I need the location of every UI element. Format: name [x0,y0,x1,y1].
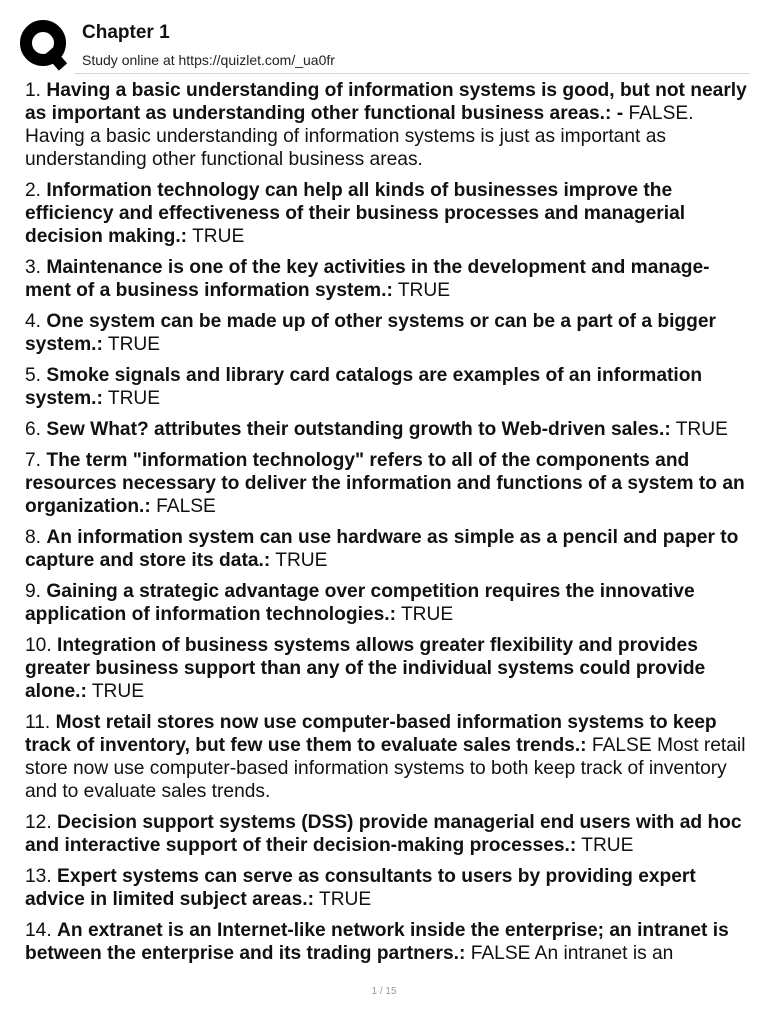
page-number: 1 / 15 [371,986,397,997]
item-number: 5. [25,365,42,386]
qa-item [25,310,747,356]
answer-text: TRUE [107,388,161,409]
question-text: Information technology can help all kinds of businesses improve the efficiency and effectiveness of their business processes and managerial decision making.: [25,180,686,247]
qa-item [25,256,747,302]
item-number: 1. [25,80,42,101]
answer-text: FALSE. Having a basic understanding of information systems is just as important as understanding other functional business areas. [25,103,694,170]
question-text: Most retail stores now use computer-based information systems to keep track of inventory, but few use them to evaluate sales trends.: [25,712,717,756]
qa-item [25,449,747,518]
item-number: 3. [25,257,42,278]
qa-item [25,865,747,911]
qa-item [25,364,747,410]
header-divider [75,73,750,74]
qa-item [25,580,747,626]
answer-text: TRUE [400,604,454,625]
item-number: 11. [25,712,51,733]
question-text: Maintenance is one of the key activities in the development and manage-ment of a business information system.: [25,257,710,301]
answer-text: TRUE [107,334,161,355]
answer-text: TRUE [91,681,145,702]
qa-item [25,526,747,572]
answer-text: TRUE [397,280,451,301]
item-number: 9. [25,581,42,602]
page-title: Chapter 1 [82,22,170,43]
answer-text: TRUE [192,226,245,247]
answer-text: TRUE [675,419,728,440]
question-text: Decision support systems (DSS) provide managerial end users with ad hoc and interactive support of their decision-making processes.: [25,812,742,856]
qa-item [25,711,747,803]
item-number: 14. [25,920,52,941]
page-header [0,0,768,74]
qa-item [25,811,747,857]
answer-text: FALSE [156,496,216,517]
qa-item [25,79,747,171]
item-number: 2. [25,180,42,201]
question-text: One system can be made up of other systems or can be a part of a bigger system.: [25,311,716,355]
quizlet-logo-icon [19,19,69,71]
question-text: Integration of business systems allows greater flexibility and provides greater business support than any of the individual systems could provide alone.: [25,635,706,702]
question-text: Having a basic understanding of information systems is good, but not nearly as important as understanding other functional business areas.: - [25,80,747,124]
question-text: Expert systems can serve as consultants to users by providing expert advice in limited subject areas.: [25,866,696,910]
qa-item [25,179,747,248]
item-number: 6. [25,419,42,440]
question-text: An extranet is an Internet-like network inside the enterprise; an intranet is between the enterprise and its trading partners.: [25,920,729,964]
answer-text: FALSE An intranet is an [470,943,674,964]
answer-text: TRUE [581,835,634,856]
item-number: 10. [25,635,52,656]
flashcard-list [25,79,747,973]
answer-text: FALSE Most retail store now use computer-based information systems to both keep track of inventory and to evaluate sales trends. [25,735,746,802]
item-number: 7. [25,450,42,471]
item-number: 12. [25,812,52,833]
item-number: 4. [25,311,42,332]
answer-text: TRUE [318,889,372,910]
item-number: 8. [25,527,42,548]
qa-item [25,418,747,441]
question-text: Sew What? attributes their outstanding growth to Web-driven sales.: [46,419,671,440]
item-number: 13. [25,866,52,887]
question-text: The term "information technology" refers to all of the components and resources necessary to deliver the information and functions of a system to an organization.: [25,450,745,517]
qa-item [25,919,747,965]
question-text: Gaining a strategic advantage over competition requires the innovative application of information technologies.: [25,581,695,625]
question-text: Smoke signals and library card catalogs are examples of an information system.: [25,365,703,409]
answer-text: TRUE [275,550,328,571]
qa-item [25,634,747,703]
study-online-link[interactable]: Study online at https://quizlet.com/_ua0fr [82,52,335,68]
question-text: An information system can use hardware as simple as a pencil and paper to capture and store its data.: [25,527,739,571]
